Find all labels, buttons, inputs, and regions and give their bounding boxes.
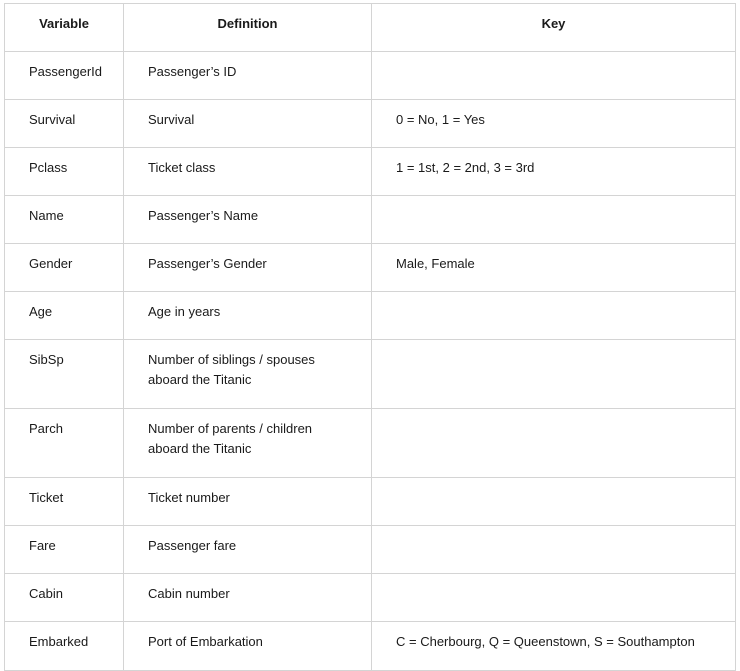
- cell-text: Passenger fare: [148, 538, 237, 553]
- cell-definition: [124, 196, 372, 244]
- cell-key: [372, 409, 736, 478]
- data-dictionary-table: [4, 3, 736, 671]
- cell-key: [372, 574, 736, 622]
- cell-variable: [5, 244, 124, 292]
- cell-text: Gender: [29, 256, 73, 271]
- cell-variable: [5, 574, 124, 622]
- cell-key: [372, 196, 736, 244]
- cell-text: Survival: [148, 112, 195, 127]
- cell-variable: [5, 100, 124, 148]
- cell-text: Passenger’s Gender: [148, 256, 267, 271]
- cell-key: [372, 292, 736, 340]
- cell-text: Age: [29, 304, 53, 319]
- cell-key: [372, 244, 736, 292]
- cell-variable: [5, 292, 124, 340]
- cell-text: Male, Female: [396, 256, 475, 271]
- cell-variable: [5, 478, 124, 526]
- cell-text: Ticket class: [148, 160, 216, 175]
- table-row: [5, 196, 736, 244]
- cell-variable: [5, 622, 124, 671]
- cell-key: [372, 340, 736, 409]
- cell-variable: [5, 148, 124, 196]
- table-row: [5, 478, 736, 526]
- cell-text: Fare: [29, 538, 56, 553]
- cell-text: Ticket: [29, 490, 64, 505]
- cell-text: Passenger’s ID: [148, 64, 237, 79]
- table-row: [5, 52, 736, 100]
- table-row: [5, 340, 736, 409]
- cell-text: Cabin number: [148, 586, 230, 601]
- cell-definition: [124, 478, 372, 526]
- cell-text: 0 = No, 1 = Yes: [396, 112, 485, 127]
- cell-variable: [5, 52, 124, 100]
- table-row: [5, 100, 736, 148]
- cell-text: Cabin: [29, 586, 63, 601]
- table-row: [5, 148, 736, 196]
- table-row: [5, 409, 736, 478]
- cell-text: Passenger’s Name: [148, 208, 259, 223]
- table-row: [5, 622, 736, 671]
- cell-variable: [5, 340, 124, 409]
- table-row: [5, 526, 736, 574]
- cell-text: SibSp: [29, 352, 64, 367]
- cell-definition: [124, 622, 372, 671]
- cell-text: PassengerId: [29, 64, 102, 79]
- cell-key: [372, 622, 736, 671]
- cell-text: Age in years: [148, 304, 221, 319]
- cell-text: Port of Embarkation: [148, 634, 263, 649]
- header-variable: Variable: [5, 4, 124, 52]
- cell-text: 1 = 1st, 2 = 2nd, 3 = 3rd: [396, 160, 535, 175]
- cell-key: [372, 52, 736, 100]
- table-row: [5, 244, 736, 292]
- cell-text: C = Cherbourg, Q = Queenstown, S = Southampton: [396, 634, 695, 649]
- cell-definition: [124, 148, 372, 196]
- cell-definition: [124, 100, 372, 148]
- cell-text: Number of siblings / spouses aboard the Titanic: [148, 352, 315, 387]
- cell-variable: [5, 196, 124, 244]
- header-key: Key: [372, 4, 736, 52]
- cell-definition: [124, 244, 372, 292]
- cell-definition: [124, 409, 372, 478]
- cell-definition: [124, 526, 372, 574]
- cell-key: [372, 478, 736, 526]
- cell-text: Survival: [29, 112, 76, 127]
- cell-text: Ticket number: [148, 490, 230, 505]
- cell-definition: [124, 292, 372, 340]
- header-definition: Definition: [124, 4, 372, 52]
- cell-variable: [5, 409, 124, 478]
- table-header-row: [5, 4, 736, 52]
- cell-definition: [124, 52, 372, 100]
- cell-text: Number of parents / children aboard the Titanic: [148, 421, 313, 456]
- cell-key: [372, 526, 736, 574]
- cell-definition: [124, 340, 372, 409]
- cell-text: Parch: [29, 421, 63, 436]
- table-row: [5, 292, 736, 340]
- table-row: [5, 574, 736, 622]
- cell-key: [372, 100, 736, 148]
- cell-text: Pclass: [29, 160, 68, 175]
- cell-text: Name: [29, 208, 64, 223]
- cell-variable: [5, 526, 124, 574]
- cell-text: Embarked: [29, 634, 89, 649]
- cell-definition: [124, 574, 372, 622]
- cell-key: [372, 148, 736, 196]
